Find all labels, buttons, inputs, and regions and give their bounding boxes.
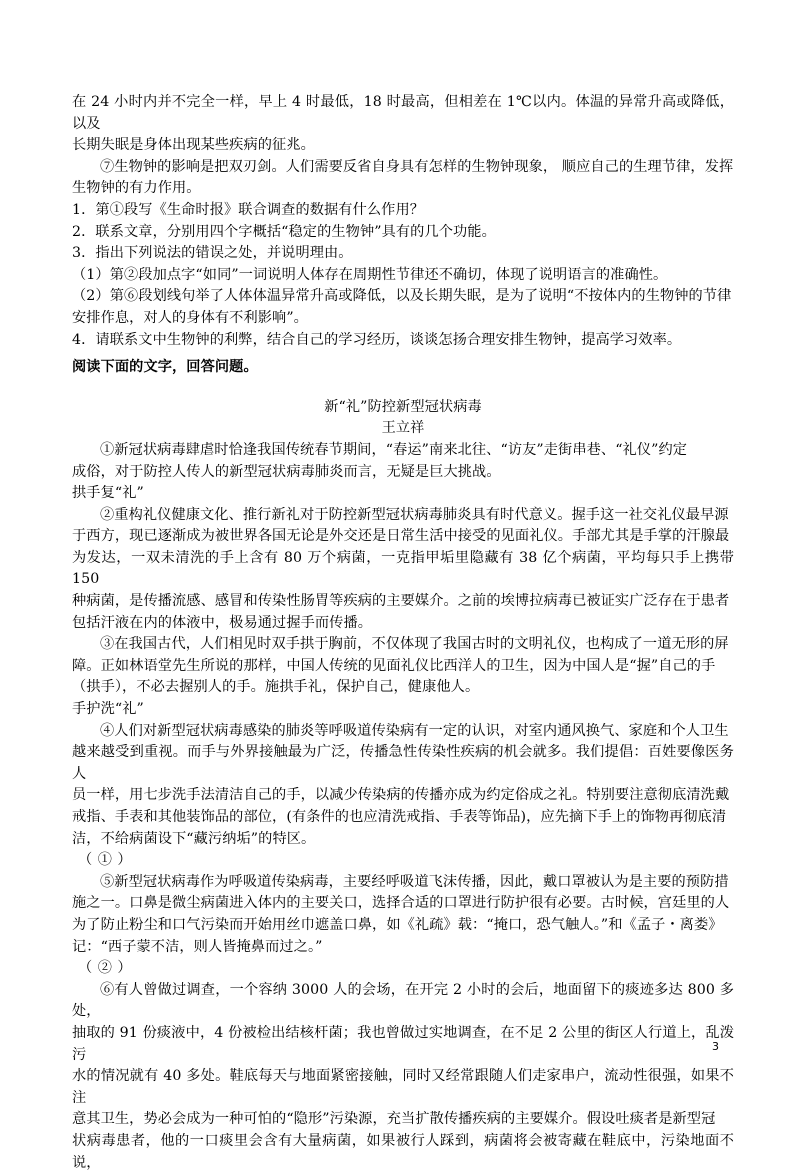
text-line: 施之一。口鼻是微尘病菌进入体内的主要关口，选择合适的口罩进行防护很有必要。古时候，宫廷里的人 [72,895,730,912]
text-line: 包括汗液在内的体液中，极易通过握手而传播。 [72,614,373,631]
text-line: 种病菌，是传播流感、感冒和传染性肠胃等疾病的主要媒介。之前的埃博拉病毒已被证实广泛存在于患者 [72,593,730,610]
text-line: 越来越受到重视。而手与外界接触最为广泛，传播急性传染性疾病的机会就多。我们提倡：百姓要像医务人 [72,744,734,782]
question-3-item-2: （2）第⑥段划线句举了人体体温异常升高或降低，以及长期失眠，是为了说明“不按体内的生物钟的节律 [72,288,732,305]
text-line: 在 24 小时内并不完全一样，早上 4 时最低，18 时最高，但相差在 1℃以内。体温的异常升高或降低，以及 [72,94,734,132]
text-line: 员一样，用七步洗手法清洁自己的手，以减少传染病的传播亦成为约定俗成之礼。特别要注意彻底清洗戴 [72,787,730,804]
text-line: 为了防止粉尘和口气污染而开始用丝巾遮盖口鼻，如《礼疏》载：“掩口，恐气触人。”和《孟子・离娄》 [72,916,723,933]
text-line: 长期失眠是身体出现某些疾病的征兆。 [72,137,315,154]
paragraph-7: ⑦生物钟的影响是把双刃剑。人们需要反省自身具有怎样的生物钟现象， 顺应自己的生理节律，发挥 [100,158,734,175]
question-3: 3．指出下列说法的错误之处，并说明理由。 [72,245,353,262]
paragraph-3: ③在我国古代，人们相见时双手拱于胸前，不仅体现了我国古时的文明礼仪，也构成了一道无形的屏 [100,636,729,653]
fill-blank-2: （ ② ） [78,960,133,977]
document-page [72,92,734,1174]
paragraph-2: ②重构礼仪健康文化、推行新礼对于防控新型冠状病毒肺炎具有时代意义。握手这一社交礼仪最早源 [100,506,729,523]
text-line: （拱手），不必去握别人的手。施拱手礼，保护自己，健康他人。 [72,679,480,696]
text-line: 障。正如林语堂先生所说的那样，中国人传统的见面礼仪比西洋人的卫生，因为中国人是“握”自己的手 [72,657,716,674]
paragraph-5: ⑤新型冠状病毒作为呼吸道传染病毒，主要经呼吸道飞沫传播，因此，戴口罩被认为是主要的预防措 [100,873,729,890]
text-line: 记：“西子蒙不洁，则人皆掩鼻而过之。” [72,938,323,955]
article-title: 新“礼”防控新型冠状病毒 [324,398,482,415]
section-heading-2: 手护洗“礼” [72,701,144,718]
reading-instruction: 阅读下面的文字，回答问题。 [72,359,258,376]
paragraph-4: ④人们对新型冠状病毒感染的肺炎等呼吸道传染病有一定的认识，对室内通风换气、家庭和个人卫生 [100,722,729,739]
section-heading-1: 拱手复“礼” [72,485,144,502]
paragraph-1: ①新冠状病毒肆虐时恰逢我国传统春节期间，“春运”南来北往、“访友”走街串巷、“礼仪”约定 [100,441,688,458]
text-line: 于西方，现已逐渐成为被世界各国无论是外交还是日常生活中接受的见面礼仪。手部尤其是手掌的汗腺最 [72,528,730,545]
question-2: 2．联系文章，分别用四个字概括“稳定的生物钟”具有的几个功能。 [72,223,496,240]
text-line: 为发达，一双未清洗的手上含有 80 万个病菌，一克指甲垢里隐藏有 38 亿个病菌，平均每只手上携带 150 [72,549,734,588]
paragraph-6: ⑥有人曾做过调查，一个容纳 3000 人的会场，在开完 2 小时的会后，地面留下的痰迹多达 800 多处， [72,981,734,1020]
fill-blank-1: （ ① ） [78,852,133,869]
text-line: 水的情况就有 40 多处。鞋底每天与地面紧密接触，同时又经常跟随人们走家串户，流动性很强，如果不注 [72,1068,734,1106]
text-line: 生物钟的有力作用。 [72,180,201,197]
text-line: 成俗，对于防控人传人的新型冠状病毒肺炎而言，无疑是巨大挑战。 [72,463,501,480]
text-line: 洁，不给病菌设下“藏污纳垢”的特区。 [72,830,316,847]
page-number: 3 [712,1040,719,1053]
article-author: 王立祥 [381,420,425,437]
text-line: 状病毒患者，他的一口痰里会含有大量病菌，如果被行人踩到，病菌将会被寄藏在鞋底中，污染地面不说， [72,1132,734,1171]
text-line: 意其卫生，势必会成为一种可怕的“隐形”污染源，充当扩散传播疾病的主要媒介。假设吐痰者是新型冠 [72,1111,716,1128]
question-3-item-1: （1）第②段加点字“如同”一词说明人体存在周期性节律还不确切，体现了说明语言的准确性。 [72,266,668,283]
question-4: 4．请联系文中生物钟的利弊，结合自己的学习经历，谈谈怎扬合理安排生物钟，提高学习效率。 [72,331,682,348]
text-line: 抽取的 91 份痰液中，4 份被检出结核杆菌；我也曾做过实地调查，在不足 2 公里的街区人行道上，乱泼污 [72,1024,734,1063]
text-line: 安排作息，对人的身体有不利影响”。 [72,309,308,326]
question-1: 1．第①段写《生命时报》联合调查的数据有什么作用？ [72,201,425,218]
text-line: 戒指、手表和其他装饰品的部位，(有条件的也应清洗戒指、手表等饰品)，应先摘下手上的饰物再彻底清 [72,809,727,825]
